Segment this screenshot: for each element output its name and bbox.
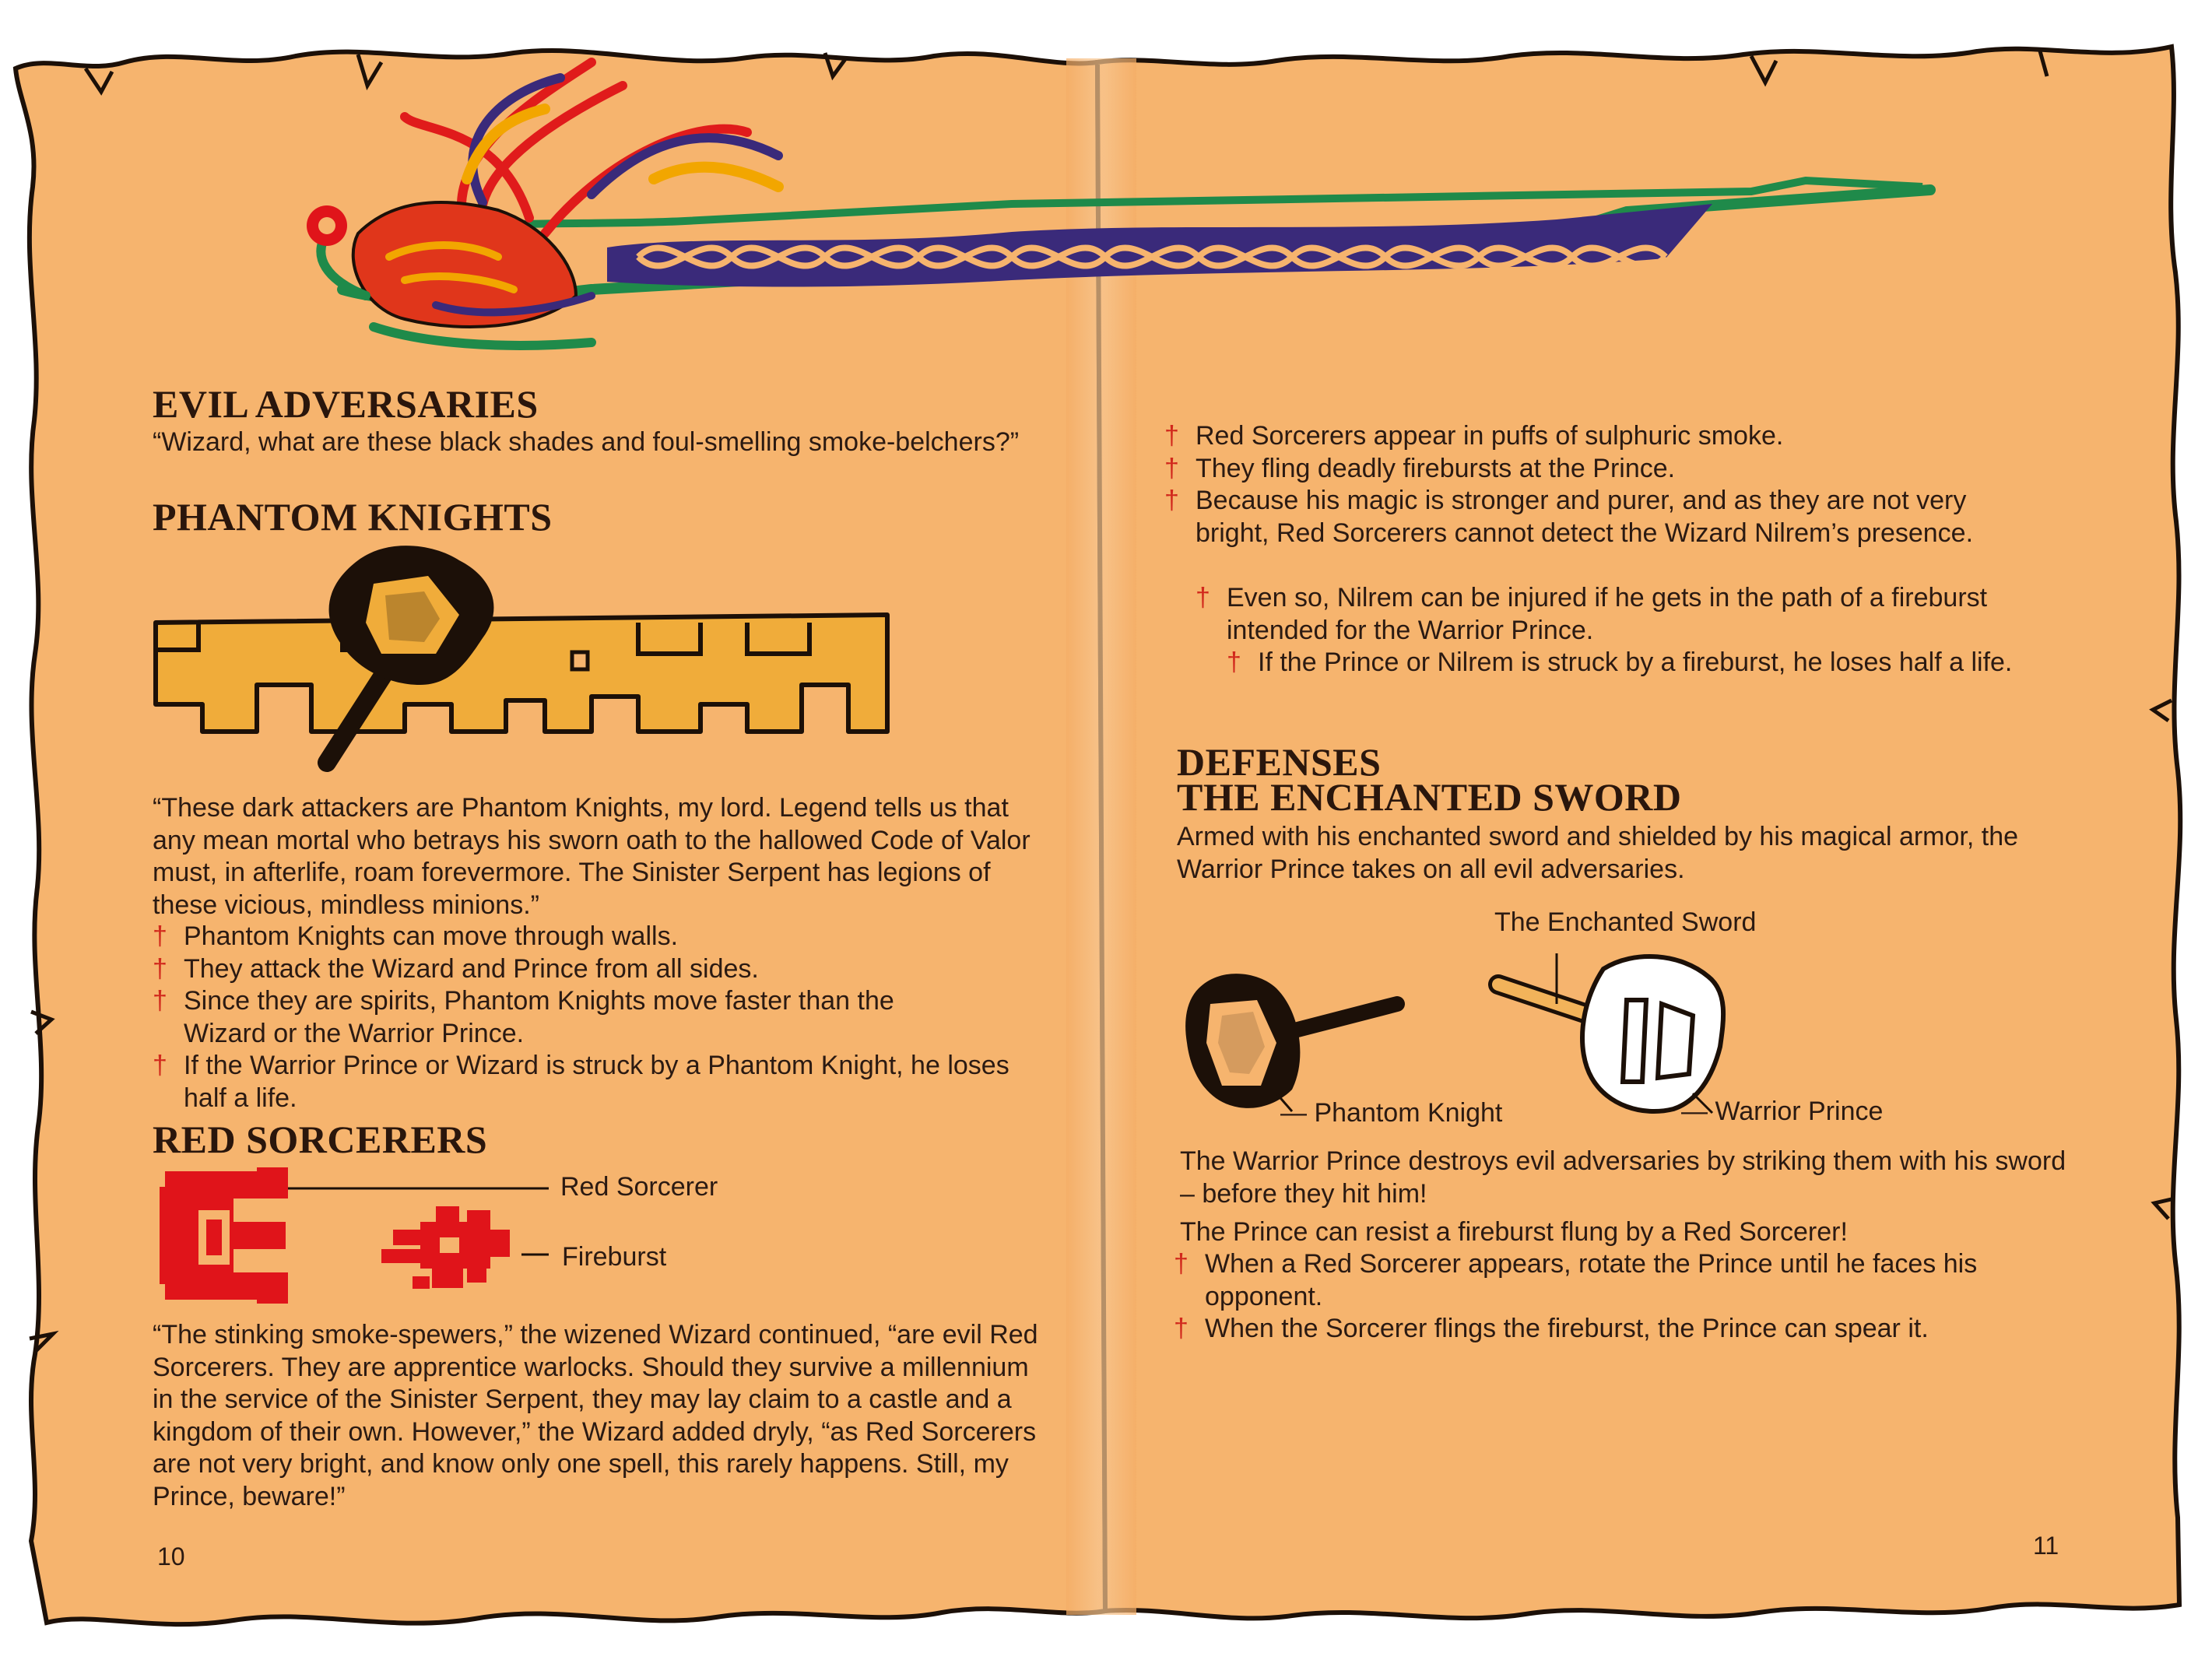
list-item: † Because his magic is stronger and purer, and as they are not very bright, Red Sorcerers cannot detect the Wizard Nilrem’s presence. — [1164, 486, 1974, 548]
heading-enchanted-sword: THE ENCHANTED SWORD — [1177, 775, 1682, 819]
heading-defenses: DEFENSES — [1177, 740, 1382, 784]
dagger-bullet-icon: † — [1164, 454, 1179, 483]
heading-phantom-knights: PHANTOM KNIGHTS — [153, 495, 553, 539]
dagger-bullet-icon: † — [153, 1051, 167, 1080]
dagger-bullet-icon: † — [153, 921, 167, 951]
label-red-sorcerer: Red Sorcerer — [560, 1172, 718, 1202]
list-item: † Phantom Knights can move through walls. — [153, 921, 1032, 953]
phantom-quote: “These dark attackers are Phantom Knights, my lord. Legend tells us that any mean mortal who betrays his sworn oath to the hallowed Code of Valor must, in afterlife, roam forevermore. The Sinister Serpent has legions of these vicious, mindless minions.” — [153, 793, 1031, 920]
heading-evil-adversaries: EVIL ADVERSARIES — [153, 382, 539, 426]
list-item: † They attack the Wizard and Prince from all sides. — [153, 953, 1032, 986]
label-fireburst: Fireburst — [562, 1242, 667, 1272]
page-number-left: 10 — [157, 1542, 185, 1571]
dagger-bullet-icon: † — [1164, 486, 1179, 515]
list-item: † When the Sorcerer flings the fireburst, the Prince can spear it. — [1174, 1313, 2069, 1346]
label-phantom-knight: — Phantom Knight — [1280, 1098, 1503, 1128]
list-item: † They fling deadly firebursts at the Prince. — [1164, 453, 2052, 486]
para-destroys: The Warrior Prince destroys evil adversaries by striking them with his sword – before they hit him! — [1180, 1146, 2066, 1209]
red-sorcerer-sprite — [160, 1167, 288, 1304]
list-item: † Since they are spirits, Phantom Knights move faster than the Wizard or the Warrior Prince. — [153, 986, 894, 1048]
list-item: † Even so, Nilrem can be injured if he gets in the path of a fireburst intended for the Warrior Prince. — [1196, 583, 1988, 645]
dagger-bullet-icon: † — [1196, 583, 1210, 612]
sword-intro: Armed with his enchanted sword and shielded by his magical armor, the Warrior Prince takes on all evil adversaries. — [1177, 822, 2019, 884]
heading-red-sorcerers: RED SORCERERS — [153, 1118, 488, 1161]
dagger-bullet-icon: † — [1164, 421, 1179, 451]
label-enchanted-sword: The Enchanted Sword — [1494, 907, 1757, 937]
list-item: † Red Sorcerers appear in puffs of sulphuric smoke. — [1164, 420, 2052, 453]
label-warrior-prince: — Warrior Prince — [1681, 1097, 1884, 1126]
dagger-bullet-icon: † — [153, 986, 167, 1016]
dagger-bullet-icon: † — [153, 954, 167, 984]
page-number-right: 11 — [2033, 1532, 2059, 1560]
list-item: † If the Warrior Prince or Wizard is struck by a Phantom Knight, he loses half a life. — [153, 1051, 1009, 1113]
list-item: † When a Red Sorcerer appears, rotate the Prince until he faces his opponent. — [1174, 1249, 1978, 1311]
intro-quote: “Wizard, what are these black shades and foul-smelling smoke-belchers?” — [153, 427, 1020, 457]
center-fold — [1066, 58, 1136, 1615]
red-sorcerer-quote: “The stinking smoke-spewers,” the wizened Wizard continued, “are evil Red Sorcerers. They are apprentice warlocks. Should they survive a millennium in the service of the Sinister Serpent, they may lay claim to a castle and a kingdom of their own. However,” the Wizard added dryly, “as Red Sorcerers are not very bright, and know only one spell, this rarely happens. Still, my Prince, beware!” — [153, 1320, 1038, 1511]
dagger-bullet-icon: † — [1174, 1249, 1189, 1279]
list-item: † If the Prince or Nilrem is struck by a fireburst, he loses half a life. — [1227, 647, 2013, 679]
dagger-bullet-icon: † — [1174, 1314, 1189, 1343]
para-resist: The Prince can resist a fireburst flung by a Red Sorcerer! — [1180, 1217, 1848, 1247]
dagger-bullet-icon: † — [1227, 648, 1241, 677]
